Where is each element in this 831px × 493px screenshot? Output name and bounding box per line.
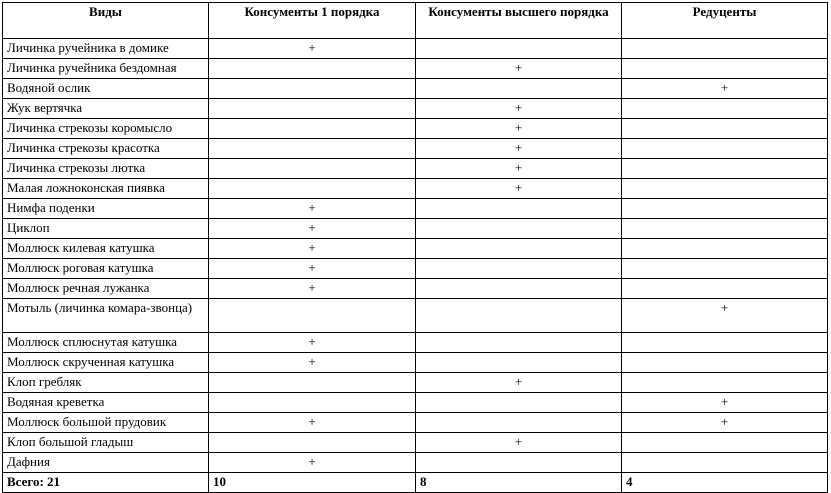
mark-decomposers	[622, 179, 828, 199]
table-row	[3, 413, 828, 433]
total-primary-consumers: 10	[209, 473, 416, 493]
species-name: Дафния	[3, 453, 209, 473]
species-name: Личинка стрекозы коромысло	[3, 119, 209, 139]
table-row	[3, 219, 828, 239]
species-name: Моллюск килевая катушка	[3, 239, 209, 259]
mark-primary-consumers: +	[209, 259, 416, 279]
table-row	[3, 333, 828, 353]
species-name: Жук вертячка	[3, 99, 209, 119]
mark-higher-consumers	[416, 239, 622, 259]
header-row	[3, 3, 828, 39]
mark-primary-consumers: +	[209, 279, 416, 299]
mark-decomposers	[622, 159, 828, 179]
totals-row	[3, 473, 828, 493]
table-row	[3, 279, 828, 299]
species-name: Личинка ручейника бездомная	[3, 59, 209, 79]
mark-higher-consumers	[416, 393, 622, 413]
mark-primary-consumers: +	[209, 39, 416, 59]
mark-higher-consumers	[416, 279, 622, 299]
species-name: Моллюск роговая катушка	[3, 259, 209, 279]
table-header	[3, 3, 828, 39]
mark-higher-consumers: +	[416, 59, 622, 79]
total-decomposers: 4	[622, 473, 828, 493]
mark-primary-consumers	[209, 59, 416, 79]
mark-higher-consumers	[416, 453, 622, 473]
table-row	[3, 99, 828, 119]
mark-primary-consumers	[209, 299, 416, 333]
species-name: Личинка ручейника в домике	[3, 39, 209, 59]
mark-higher-consumers: +	[416, 119, 622, 139]
mark-higher-consumers	[416, 259, 622, 279]
table-footer	[3, 473, 828, 493]
mark-decomposers	[622, 333, 828, 353]
mark-higher-consumers	[416, 199, 622, 219]
mark-decomposers	[622, 453, 828, 473]
mark-higher-consumers	[416, 299, 622, 333]
table-row	[3, 119, 828, 139]
table-row	[3, 139, 828, 159]
mark-decomposers	[622, 373, 828, 393]
species-name: Мотыль (личинка комара-звонца)	[3, 299, 209, 333]
mark-decomposers: +	[622, 299, 828, 333]
table-row	[3, 373, 828, 393]
header-species: Виды	[3, 3, 209, 39]
table-row	[3, 239, 828, 259]
table-row	[3, 453, 828, 473]
species-name: Моллюск речная лужанка	[3, 279, 209, 299]
table-row	[3, 259, 828, 279]
total-higher-consumers: 8	[416, 473, 622, 493]
mark-decomposers	[622, 139, 828, 159]
mark-higher-consumers	[416, 413, 622, 433]
mark-decomposers: +	[622, 393, 828, 413]
table-row	[3, 393, 828, 413]
mark-decomposers	[622, 279, 828, 299]
mark-decomposers	[622, 59, 828, 79]
mark-higher-consumers: +	[416, 99, 622, 119]
table-row	[3, 299, 828, 333]
header-primary-consumers: Консументы 1 порядка	[209, 3, 416, 39]
mark-primary-consumers	[209, 179, 416, 199]
mark-decomposers	[622, 259, 828, 279]
table-row	[3, 199, 828, 219]
mark-decomposers	[622, 119, 828, 139]
mark-primary-consumers	[209, 99, 416, 119]
header-decomposers: Редуценты	[622, 3, 828, 39]
mark-higher-consumers	[416, 219, 622, 239]
species-name: Нимфа поденки	[3, 199, 209, 219]
mark-higher-consumers	[416, 39, 622, 59]
table-body	[3, 39, 828, 473]
mark-primary-consumers: +	[209, 239, 416, 259]
table-row	[3, 159, 828, 179]
mark-decomposers: +	[622, 79, 828, 99]
species-name: Клоп большой гладыш	[3, 433, 209, 453]
mark-primary-consumers: +	[209, 333, 416, 353]
mark-decomposers	[622, 353, 828, 373]
table-row	[3, 39, 828, 59]
mark-primary-consumers	[209, 373, 416, 393]
mark-decomposers	[622, 219, 828, 239]
mark-primary-consumers	[209, 393, 416, 413]
total-species: Всего: 21	[3, 473, 209, 493]
mark-decomposers	[622, 239, 828, 259]
species-name: Личинка стрекозы красотка	[3, 139, 209, 159]
table-row	[3, 353, 828, 373]
mark-primary-consumers	[209, 433, 416, 453]
mark-higher-consumers: +	[416, 373, 622, 393]
table-row	[3, 59, 828, 79]
species-name: Водяной ослик	[3, 79, 209, 99]
table-row	[3, 179, 828, 199]
mark-decomposers	[622, 199, 828, 219]
mark-primary-consumers	[209, 139, 416, 159]
mark-higher-consumers	[416, 79, 622, 99]
species-name: Циклоп	[3, 219, 209, 239]
document-page	[2, 2, 828, 493]
species-name: Моллюск сплюснутая катушка	[3, 333, 209, 353]
table-row	[3, 79, 828, 99]
mark-primary-consumers: +	[209, 453, 416, 473]
mark-primary-consumers: +	[209, 353, 416, 373]
mark-primary-consumers: +	[209, 199, 416, 219]
mark-higher-consumers: +	[416, 179, 622, 199]
mark-decomposers	[622, 39, 828, 59]
mark-decomposers	[622, 433, 828, 453]
species-name: Клоп гребляк	[3, 373, 209, 393]
mark-primary-consumers: +	[209, 413, 416, 433]
species-table	[2, 2, 828, 493]
species-name: Личинка стрекозы лютка	[3, 159, 209, 179]
mark-decomposers	[622, 99, 828, 119]
species-name: Моллюск большой прудовик	[3, 413, 209, 433]
species-name: Малая ложноконская пиявка	[3, 179, 209, 199]
species-name: Моллюск скрученная катушка	[3, 353, 209, 373]
mark-primary-consumers	[209, 159, 416, 179]
table-row	[3, 433, 828, 453]
mark-higher-consumers	[416, 333, 622, 353]
species-name: Водяная креветка	[3, 393, 209, 413]
mark-higher-consumers	[416, 353, 622, 373]
mark-higher-consumers: +	[416, 139, 622, 159]
mark-primary-consumers	[209, 119, 416, 139]
mark-primary-consumers: +	[209, 219, 416, 239]
mark-decomposers: +	[622, 413, 828, 433]
mark-higher-consumers: +	[416, 159, 622, 179]
mark-higher-consumers: +	[416, 433, 622, 453]
header-higher-consumers: Консументы высшего порядка	[416, 3, 622, 39]
mark-primary-consumers	[209, 79, 416, 99]
